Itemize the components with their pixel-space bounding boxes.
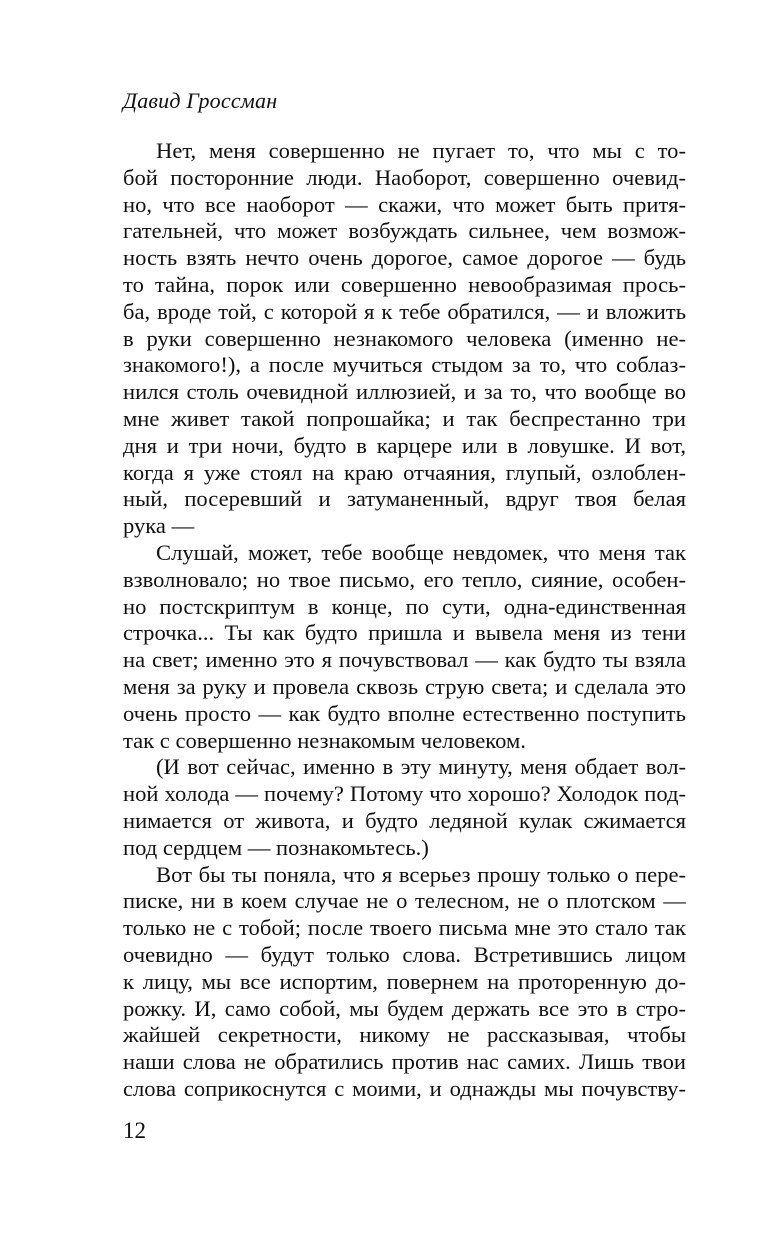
text-line: нимается от живота, и будто ледяной кулак сжимается: [123, 807, 686, 833]
page-number: 12: [123, 1118, 146, 1143]
running-head-author: Давид Гроссман: [123, 88, 278, 113]
text-line: наши слова не обратились против нас самих. Лишь твои: [123, 1049, 686, 1075]
text-line: знакомого!), а после мучиться стыдом за то, что соблаз-: [123, 352, 686, 378]
text-line: очевидно — будут только слова. Встретившись лицом: [123, 941, 686, 967]
text-line: взволновало; но твое письмо, его тепло, сияние, особен-: [123, 566, 686, 592]
text-line: строчка... Ты как будто пришла и вывела меня из тени: [123, 620, 686, 646]
text-line: ность взять нечто очень дорогое, самое дорогое — будь: [123, 245, 686, 271]
text-line: писке, ни в коем случае не о телесном, не о плотском —: [123, 888, 686, 914]
text-line: слова соприкоснутся с моими, и однажды мы почувству-: [123, 1075, 686, 1101]
text-line: очень просто — как будто вполне естественно поступить: [123, 700, 686, 726]
text-line: дня и три ночи, будто в карцере или в ловушке. И вот,: [123, 432, 686, 458]
text-line: в руки совершенно незнакомого человека (именно не-: [123, 325, 686, 351]
text-line: но постскриптум в конце, по сути, одна-единственная: [123, 593, 686, 619]
text-line: (И вот сейчас, именно в эту минуту, меня обдает вол-: [156, 754, 686, 780]
body-text: [123, 138, 686, 1103]
text-line: меня за руку и провела сквозь струю света; и сделала это: [123, 673, 686, 699]
text-line: но, что все наоборот — скажи, что может быть притя-: [123, 191, 686, 217]
text-line: мне живет такой попрошайка; и так беспрестанно три: [123, 405, 686, 431]
text-line: нился столь очевидной иллюзией, и за то, что вообще во: [123, 379, 686, 405]
text-line: только не с тобой; после твоего письма мне это стало так: [123, 915, 686, 941]
text-line: на свет; именно это я почувствовал — как будто ты взяла: [123, 647, 686, 673]
text-line: Вот бы ты поняла, что я всерьез прошу только о пере-: [156, 861, 686, 887]
paragraph: [123, 862, 686, 1103]
paragraph: [123, 138, 686, 540]
text-line: гательней, что может возбуждать сильнее, чем возмож-: [123, 218, 686, 244]
text-line: Слушай, может, тебе вообще невдомек, что меня так: [156, 539, 686, 565]
text-line: ный, посеревший и затуманенный, вдруг твоя белая: [123, 486, 686, 512]
text-line: бой посторонние люди. Наоборот, совершенно очевид-: [123, 164, 686, 190]
text-line: так с совершенно незнакомым человеком.: [123, 727, 526, 753]
paragraph: [123, 754, 686, 861]
text-line: рука —: [123, 513, 195, 539]
text-line: ба, вроде той, с которой я к тебе обратился, — и вложить: [123, 298, 686, 324]
text-line: когда я уже стоял на краю отчаяния, глупый, озлоблен-: [123, 459, 686, 485]
paragraph: [123, 540, 686, 754]
text-line: под сердцем — познакомьтесь.): [123, 834, 429, 860]
text-line: то тайна, порок или совершенно невообразимая прось-: [123, 271, 686, 297]
text-line: рожку. И, само собой, мы будем держать все это в стро-: [123, 995, 686, 1021]
text-line: к лицу, мы все испортим, повернем на проторенную до-: [123, 968, 686, 994]
text-line: ной холода — почему? Потому что хорошо? Холодок под-: [123, 781, 686, 807]
text-line: жайшей секретности, никому не рассказывая, чтобы: [123, 1022, 686, 1048]
text-line: Нет, меня совершенно не пугает то, что мы с то-: [156, 138, 686, 163]
